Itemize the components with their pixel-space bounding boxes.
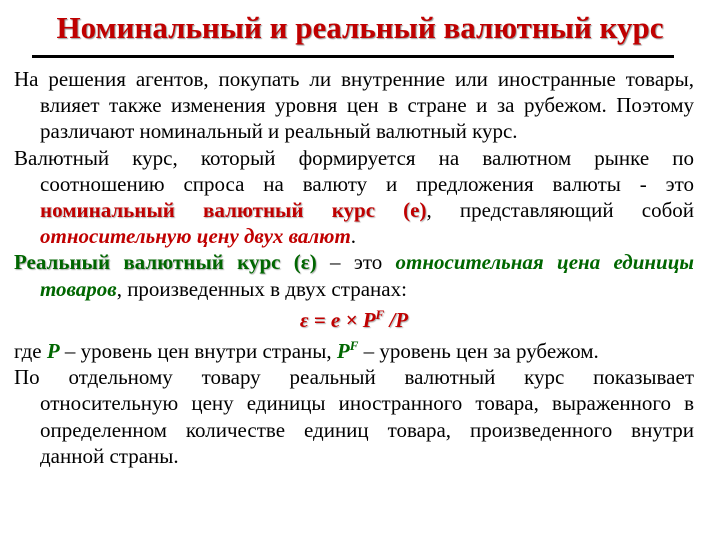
paragraph-1: На решения агентов, покупать ли внутренние или иностранные товары, влияет также изменения уровня цен в стране и за рубежом. Поэтому различают номинальный и реальный валютный курс. xyxy=(14,67,694,144)
paragraph-3 xyxy=(14,249,694,301)
paragraph-4-text-2: – уровень цен внутри страны, xyxy=(59,339,337,364)
real-rate-formula xyxy=(14,302,694,333)
nominal-rate-term: номинальный валютный курс (е) xyxy=(40,198,427,223)
slide-title: Номинальный и реальный валютный курс xyxy=(56,10,664,45)
paragraph-5: По отдельному товару реальный валютный курс показывает относительную цену единицы иностранного товара, выраженного в определенном количестве единиц товара, произведенного внутри данной страны. xyxy=(14,365,694,468)
paragraph-4-text-3: – уровень цен за рубежом. xyxy=(358,339,599,364)
formula-superscript: F xyxy=(375,306,385,322)
formula-rhs: /P xyxy=(384,307,409,332)
paragraph-3-text-1: – это xyxy=(316,250,396,275)
domestic-price-symbol: P xyxy=(46,339,60,364)
paragraph-2-text-2: , представляющий собой xyxy=(426,198,694,223)
paragraph-4 xyxy=(14,333,694,364)
real-rate-term: Реальный валютный курс (ε) xyxy=(14,250,317,275)
paragraph-2-text-3: . xyxy=(350,224,357,249)
title-underline xyxy=(32,55,674,58)
foreign-price-symbol: P xyxy=(336,339,350,364)
paragraph-4-text-1: где xyxy=(14,339,47,364)
paragraph-2-text-1: Валютный курс, который формируется на валютном рынке по соотношению спроса на валюту и предложения валюты - это xyxy=(14,145,694,196)
real-rate-definition: относительная цена единицы товаров xyxy=(40,250,694,301)
formula-lhs: ε = е × P xyxy=(299,307,376,332)
foreign-price-superscript: F xyxy=(349,338,359,354)
slide-body xyxy=(14,66,694,469)
paragraph-2 xyxy=(14,145,694,250)
nominal-rate-definition: относительную цену двух валют xyxy=(40,224,351,249)
paragraph-3-text-2: , произведенных в двух странах: xyxy=(116,276,407,301)
